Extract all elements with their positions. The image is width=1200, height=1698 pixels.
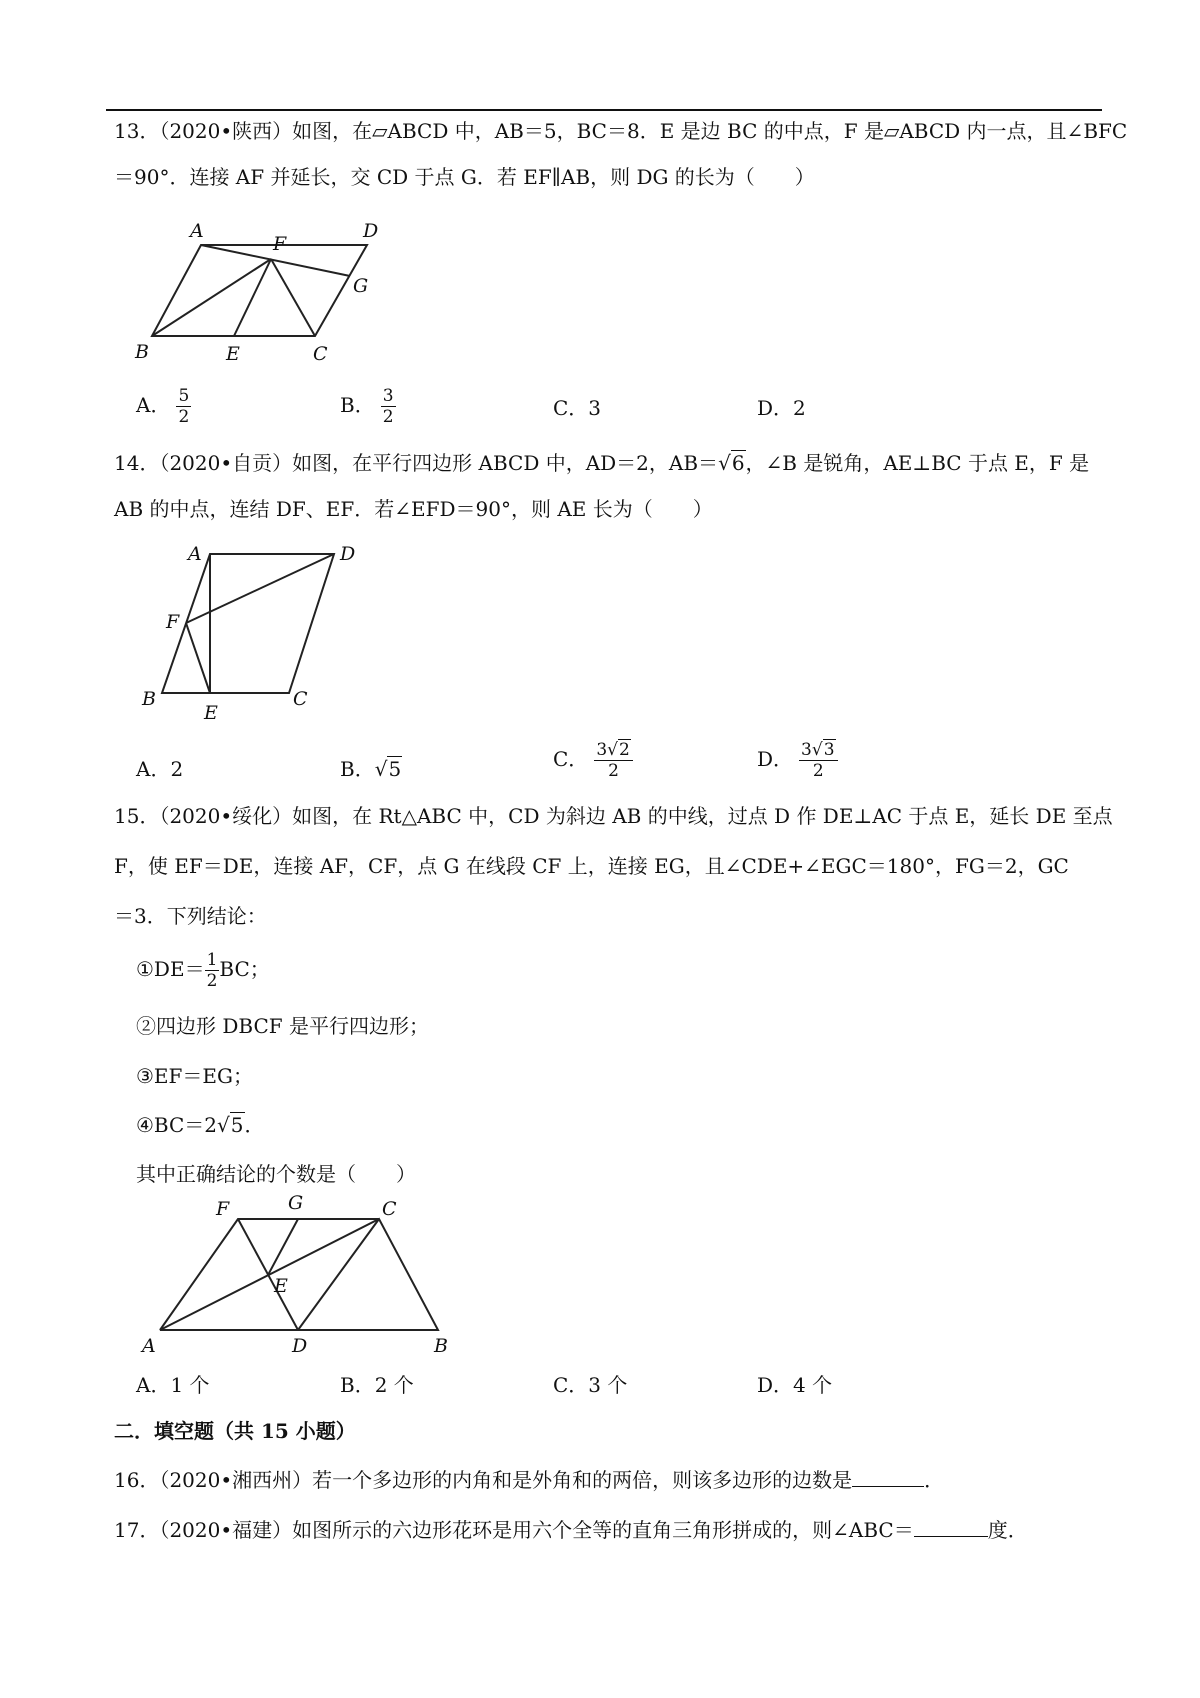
q14-segment-ef — [186, 623, 210, 693]
q15-conclusion-3: ③EF＝EG； — [136, 1064, 253, 1088]
q14-text-line2: AB 的中点，连结 DF、EF．若∠EFD＝90°，则 AE 长为（ ） — [114, 497, 713, 521]
q13-label-e: E — [226, 343, 240, 365]
q14-label-d: D — [340, 543, 356, 565]
q15-option-b[interactable]: B．2 个 — [340, 1373, 414, 1397]
q14-label-e: E — [204, 702, 218, 724]
sqrt-symbol: √ — [217, 1113, 230, 1137]
q13-label-b: B — [135, 341, 149, 363]
q15-label-f: F — [216, 1198, 230, 1220]
q14-label-c: C — [293, 688, 308, 710]
sqrt-symbol: √ — [718, 451, 731, 475]
q13-option-b-numerator: 3 — [382, 386, 394, 406]
q13-option-b-denominator: 2 — [382, 407, 394, 427]
q14-option-a[interactable]: A．2 — [136, 757, 184, 781]
q14-label-f: F — [166, 611, 180, 633]
q15-question-prompt: 其中正确结论的个数是（ ） — [136, 1162, 416, 1186]
q13-figure — [130, 220, 390, 370]
q14-option-b[interactable]: B．√5 — [340, 757, 402, 781]
q13-option-a[interactable]: A． $\frac{5}{2}$ — [136, 386, 190, 427]
q15-label-e: E — [274, 1275, 288, 1297]
q13-text-line2: ＝90°．连接 AF 并延长，交 CD 于点 G．若 EF∥AB，则 DG 的长为（ ） — [114, 165, 815, 189]
q13-option-a-numerator: 5 — [178, 386, 190, 406]
q14-text-line1: 14．（2020•自贡）如图，在平行四边形 ABCD 中，AD＝2，AB＝√6，∠B 是锐角，AE⊥BC 于点 E，F 是 — [114, 451, 1090, 475]
q14-option-c[interactable]: C． $\frac{3√2}{2}$ — [553, 740, 633, 781]
header-rule — [106, 109, 1102, 111]
q13-option-a-denominator: 2 — [178, 407, 190, 427]
q14-label-a: A — [188, 543, 202, 565]
q15-text-line3: ＝3．下列结论： — [114, 904, 267, 928]
q14-option-d[interactable]: D． $\frac{3√3}{2}$ — [757, 740, 838, 781]
section-2-heading: 二．填空题（共 15 小题） — [114, 1419, 356, 1443]
q15-label-b: B — [434, 1335, 448, 1357]
q14-figure — [130, 536, 370, 726]
q13-label-f: F — [273, 233, 287, 255]
q14-segment-df — [186, 554, 334, 623]
q15-conclusion-2: ②四边形 DBCF 是平行四边形； — [136, 1014, 429, 1038]
q15-label-c: C — [382, 1198, 397, 1220]
q15-label-a: A — [142, 1335, 156, 1357]
q15-label-d: D — [292, 1335, 308, 1357]
q17-answer-blank[interactable] — [914, 1518, 988, 1537]
q16-answer-blank[interactable] — [852, 1468, 924, 1487]
q13-option-d[interactable]: D．2 — [757, 396, 806, 420]
q15-conclusion-4: ④BC＝2√5． — [136, 1113, 265, 1137]
q13-label-c: C — [313, 343, 328, 365]
q13-label-a: A — [190, 220, 204, 242]
q17-text: 17．（2020•福建）如图所示的六边形花环是用六个全等的直角三角形拼成的，则∠ABC＝ 度． — [114, 1518, 1028, 1542]
q15-segment-dc — [298, 1219, 379, 1330]
q15-text-line2: F，使 EF＝DE，连接 AF，CF，点 G 在线段 CF 上，连接 EG，且∠CDE+∠EGC＝180°，FG＝2，GC — [114, 854, 1069, 878]
q13-segment-cf — [271, 259, 315, 336]
q13-label-d: D — [363, 220, 379, 242]
q14-label-b: B — [142, 688, 156, 710]
q13-parallelogram — [152, 245, 367, 336]
q13-option-b[interactable]: B． $\frac{3}{2}$ — [340, 386, 394, 427]
q15-option-d[interactable]: D．4 个 — [757, 1373, 833, 1397]
q13-text-line1: 13．（2020•陕西）如图，在▱ABCD 中，AB＝5，BC＝8．E 是边 BC 的中点，F 是▱ABCD 内一点，且∠BFC — [114, 119, 1128, 143]
q15-option-a[interactable]: A．1 个 — [136, 1373, 210, 1397]
sqrt-symbol: √ — [374, 757, 388, 781]
q15-triangle-abc — [160, 1219, 438, 1330]
q13-option-c[interactable]: C．3 — [553, 396, 602, 420]
q15-conclusion-1: ①DE＝ $\frac{1}{2}$ BC； — [136, 950, 270, 991]
q16-text: 16．（2020•湘西州）若一个多边形的内角和是外角和的两倍，则该多边形的边数是 ． — [114, 1468, 945, 1492]
q13-label-g: G — [353, 275, 369, 297]
q15-figure — [130, 1192, 460, 1358]
q14-parallelogram — [162, 554, 334, 693]
q15-option-c[interactable]: C．3 个 — [553, 1373, 628, 1397]
q15-text-line1: 15．（2020•绥化）如图，在 Rt△ABC 中，CD 为斜边 AB 的中线，过点 D 作 DE⊥AC 于点 E，延长 DE 至点 — [114, 804, 1113, 828]
q15-label-g: G — [288, 1192, 304, 1214]
